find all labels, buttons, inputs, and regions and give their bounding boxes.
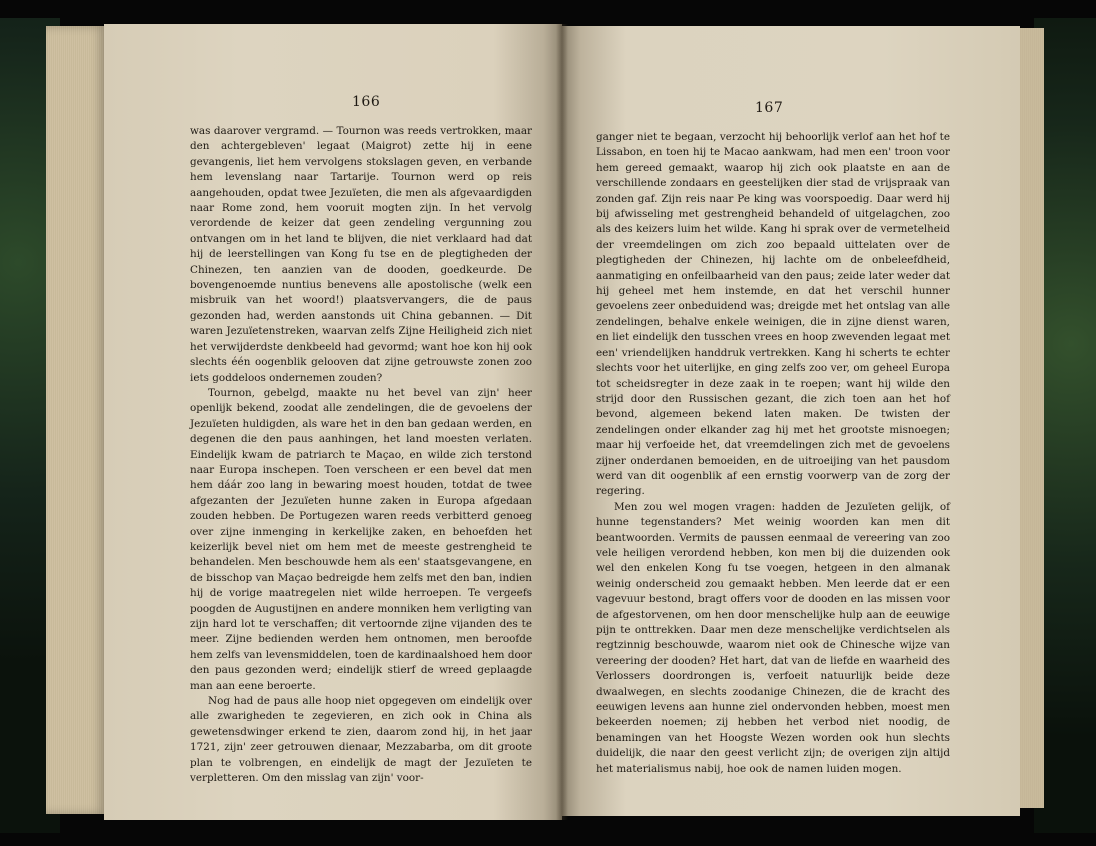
- paragraph: Men zou wel mogen vragen: hadden de Jezuïeten gelijk, of hunne tegenstanders? Met weinig woorden kan men dit beantwoorden. Vermits de paussen eenmaal de vereering van zoo vele heiligen verordend hebben, kon men bij die duizenden ook wel den enkelen Kong fu tse voegen, hetgeen in den almanak weinig onderscheid zou gemaakt hebben. Men leerde dat er een vagevuur bestond, bragt offers voor de dooden en las missen voor de afgestorvenen, om hen door menschelijke hulp aan de eeuwige pijn te onttrekken. Daar men deze menschelijke verdichtselen als regtzinnig beschouwde, waarom niet ook de Chinesche wijze van vereering der dooden? Het hart, dat van de liefde en waarheid des Verlossers doordrongen is, verfoeit natuurlijk beide deze dwaalwegen, en slechts zoodanige Chinezen, die de kracht des eeuwigen levens aan hunne ziel ondervonden hebben, moest men bekeerden noemen; zij hebben het verbod niet noodig, de benamingen van het Hoogste Wezen worden ook hun slechts duidelijk, die naar den geest verlicht zijn; de overigen zijn altijd het materialismus nabij, hoe ook de namen luiden mogen.: [596, 500, 950, 775]
- left-page-text: [190, 124, 532, 786]
- page-edges-left: [46, 26, 106, 814]
- left-page: [104, 24, 562, 820]
- paragraph: ganger niet te begaan, verzocht hij behoorlijk verlof aan het hof te Lissabon, en toen hij te Macao aankwam, had men een' troon voor hem gereed gemaakt, waarop hij zich ook plaatste en aan de verschillende zondaars en geestelijken dier stad de vrijspraak van zonden gaf. Zijn reis naar Pe king was voorspoedig. Daar werd hij bij afwisseling met gestrengheid behandeld of uitgelagchen, zoo als des keizers luim het wilde. Kang hi sprak over de vermetelheid der vreemdelingen om zich zoo bepaald uittelaten over de plegtigheden der Chinezen, hij lachte om de onbeleefdheid, aanmatiging en onfeilbaarheid van den paus; zeide later weder dat hij geheel met hem instemde, en dat het verschil hunner gevoelens zeer onbeduidend was; dreigde met het ontslag van alle zendelingen, behalve enkele weinigen, die in zijne dienst waren, en liet eindelijk den tusschen vrees en hoop zwevenden legaat met een' vriendelijken handdruk vertrekken. Kang hi scherts te echter slechts voor het uiterlijke, en ging zelfs zoo ver, om geheel Europa tot scheidsregter in deze zaak in te roepen; want hij wilde den strijd door den Russischen gezant, die zich toen aan het hof bevond, algemeen bekend laten maken. De twisten der zendelingen onder elkander zag hij met het grootste misnoegen; maar hij verfoeide het, dat vreemdelingen zich met de gevoelens zijner onderdanen bemoeiden, en de uitroeijing van het pausdom werd van dit oogenblik af een ernstig voorwerp van de zorg der regering.: [596, 131, 950, 498]
- left-page-number: 166: [352, 94, 381, 110]
- right-page-number: 167: [755, 100, 784, 116]
- paragraph: Tournon, gebelgd, maakte nu het bevel van zijn' heer openlijk bekend, zoodat alle zendelingen, die de gevoelens der Jezuïeten huldigden, als ware het in den ban gedaan werden, en degenen die den paus aanhingen, het land moesten verlaten. Eindelijk kwam de patriarch te Maçao, en wilde zich terstond naar Europa inschepen. Toen verscheen er een bevel dat men hem dáár zoo lang in bewaring moest houden, totdat de twee afgezanten der Jezuïeten hunne zaken in Europa afgedaan zouden hebben. De Portugezen waren reeds verbitterd genoeg over zijne inmenging in kerkelijke zaken, en behoefden het keizerlijk bevel niet om hem met de meeste gestrengheid te behandelen. Men beschouwde hem als een' staatsgevangene, en de bisschop van Maçao bedreigde hem zelfs met den ban, indien hij de vorige maatregelen niet wilde herroepen. Te vergeefs poogden de Augustijnen en andere monniken hem verligting van zijn hard lot te verschaffen; dit vertoornde zijne vijanden des te meer. Zijne bedienden werden hem ontnomen, men beroofde hem zelfs van levensmiddelen, toen de kardinaalshoed hem door den paus gezonden werd; eindelijk stierf de wreed geplaagde man aan eene beroerte.: [190, 386, 532, 692]
- page-edges-right: [1018, 28, 1044, 808]
- right-page-text: [596, 130, 950, 777]
- paragraph: was daarover vergramd. — Tournon was reeds vertrokken, maar den achtergebleven' legaat (Maigrot) zette hij in eene gevangenis, liet hem vervolgens stokslagen geven, en verbande hem levenslang naar Tartarije. Tournon werd op reis aangehouden, opdat twee Jezuïeten, die men als afgevaardigden naar Rome zond, hem vooruit mogten zijn. In het vervolg verordende de keizer dat geen zendeling vergunning zou ontvangen om in het land te blijven, die niet verklaard had dat hij de leerstellingen van Kong fu tse en de plegtigheden der Chinezen, ten aanzien van de dooden, goedkeurde. De bovengenoemde nuntius benevens alle apostolische (welk een misbruik van het woord!) plaatsvervangers, die de paus gezonden had, werden aanstonds uit China gebannen. — Dit waren Jezuïetenstreken, waarvan zelfs Zijne Heiligheid zich niet het verwijderdste denkbeeld had gevormd; want hoe kon hij ook slechts één oogenblik gelooven dat zijne getrouwste zonen zoo iets goddeloos ondernemen zouden?: [190, 125, 532, 384]
- paragraph: Nog had de paus alle hoop niet opgegeven om eindelijk over alle zwarigheden te zegevieren, en zich ook in China als gewetensdwinger erkend te zien, daarom zond hij, in het jaar 1721, zijn' zeer getrouwen dienaar, Mezzabarba, om dit groote plan te volbrengen, en eindelijk de magt der Jezuïeten te verpletteren. Om den misslag van zijn' voor-: [190, 695, 532, 785]
- book-gutter: [556, 24, 568, 820]
- right-page: [562, 26, 1020, 816]
